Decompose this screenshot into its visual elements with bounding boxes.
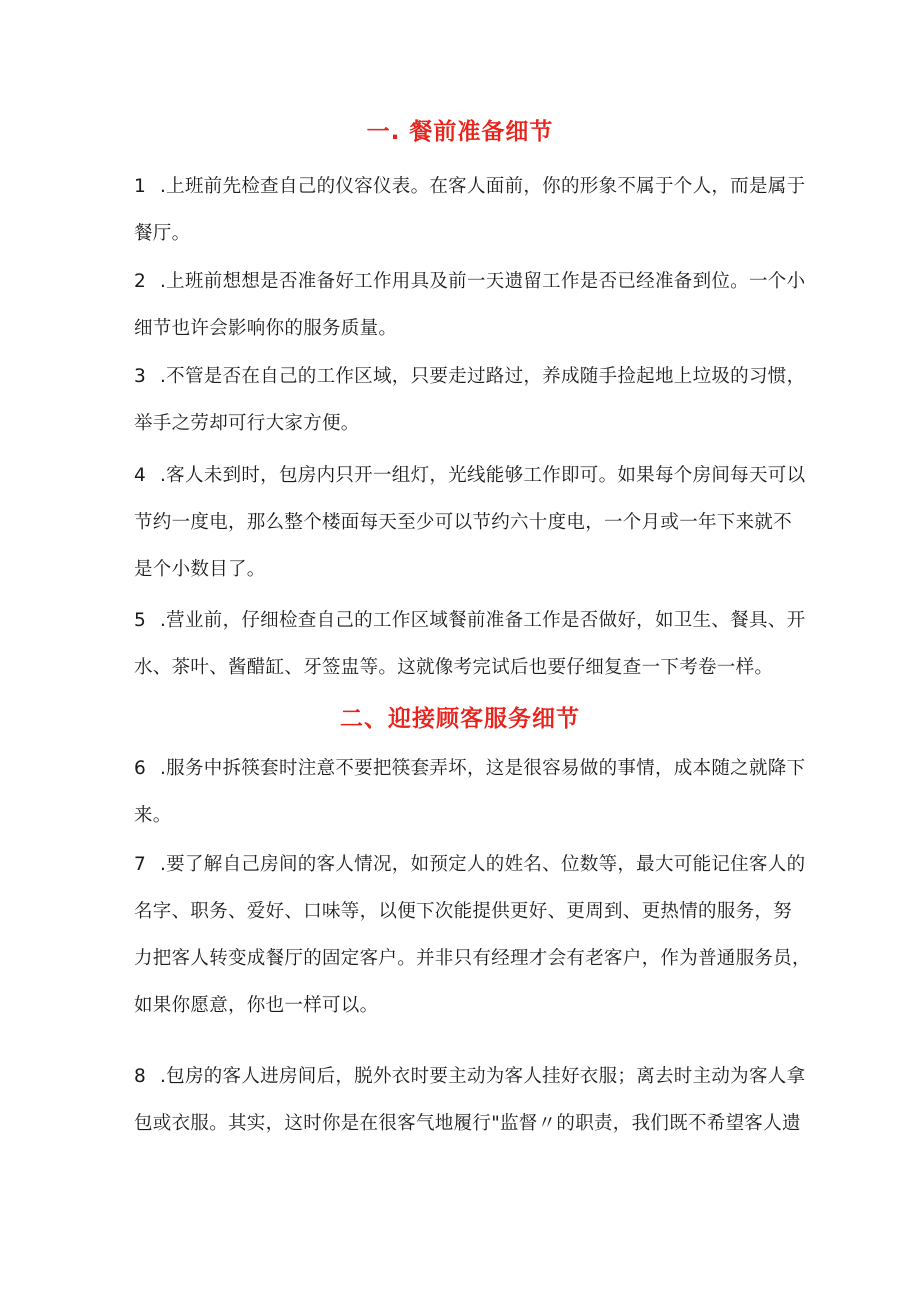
- item-7-number: 7: [134, 854, 147, 875]
- list-item-3: [134, 353, 806, 447]
- item-2-number: 2: [134, 271, 147, 292]
- item-1-text: .上班前先检查自己的仪容仪表。在客人面前，你的形象不属于个人，而是属于: [160, 176, 806, 197]
- item-7-text: .要了解自己房间的客人情况，如预定人的姓名、位数等，最大可能记住客人的: [160, 854, 806, 875]
- item-5-number: 5: [134, 610, 147, 631]
- item-4-line-2: 节约一度电，那么整个楼面每天至少可以节约六十度电，一个月或一年下来就不: [134, 512, 793, 533]
- item-7-line-4: 如果你愿意，你也一样可以。: [134, 995, 379, 1016]
- item-2-text: .上班前想想是否准备好工作用具及前一天遗留工作是否已经准备到位。一个小: [160, 271, 806, 292]
- list-item-5: [134, 597, 806, 691]
- item-5-line-2: 水、茶叶、酱醋缸、牙签盅等。这就像考完试后也要仔细复查一下考卷一样。: [134, 657, 774, 678]
- item-8-line-1: [134, 1053, 806, 1100]
- item-1-number: 1: [134, 176, 147, 197]
- list-item-4: [134, 452, 806, 593]
- item-7-line-2: 名字、职务、爱好、口味等，以便下次能提供更好、更周到、更热情的服务，努: [134, 901, 793, 922]
- item-3-line-1: [134, 353, 806, 400]
- item-1-line-2: 餐厅。: [134, 223, 191, 244]
- list-item-6: [134, 745, 806, 839]
- item-6-line-1: [134, 745, 806, 792]
- list-item-1: [134, 163, 806, 257]
- item-4-line-3: 是个小数目了。: [134, 559, 266, 580]
- section-title-greeting-service: 二、迎接顾客服务细节: [340, 706, 580, 732]
- item-3-number: 3: [134, 366, 147, 387]
- item-2-line-2: 细节也许会影响你的服务质量。: [134, 318, 398, 339]
- item-5-text: .营业前，仔细检查自己的工作区域餐前准备工作是否做好，如卫生、餐具、开: [160, 610, 806, 631]
- list-item-7: [134, 841, 811, 1029]
- list-item-2: [134, 258, 806, 352]
- item-6-number: 6: [134, 758, 147, 779]
- list-item-8: [134, 1053, 806, 1147]
- item-8-number: 8: [134, 1066, 147, 1087]
- item-1-line-1: [134, 163, 806, 210]
- item-8-text: .包房的客人进房间后，脱外衣时要主动为客人挂好衣服；离去时主动为客人拿: [160, 1066, 806, 1087]
- item-7-line-3: 力把客人转变成餐厅的固定客户。并非只有经理才会有老客户，作为普通服务员，: [134, 948, 811, 969]
- item-3-line-2: 举手之劳却可行大家方便。: [134, 413, 360, 434]
- item-2-line-1: [134, 258, 806, 305]
- item-4-number: 4: [134, 465, 147, 486]
- item-5-line-1: [134, 597, 806, 644]
- item-4-line-1: [134, 452, 806, 499]
- item-3-text: .不管是否在自己的工作区域，只要走过路过，养成随手捡起地上垃圾的习惯，: [160, 366, 806, 387]
- item-6-line-2: 来。: [134, 805, 172, 826]
- item-7-line-1: [134, 841, 806, 888]
- item-4-text: .客人未到时，包房内只开一组灯，光线能够工作即可。如果每个房间每天可以: [160, 465, 806, 486]
- item-8-line-2: 包或衣服。其实，这时你是在很客气地履行"监督〃的职责，我们既不希望客人遗: [134, 1113, 801, 1134]
- section-title-pre-meal: 一. 餐前准备细节: [366, 119, 554, 145]
- item-6-text: .服务中拆筷套时注意不要把筷套弄坏，这是很容易做的事情，成本随之就降下: [160, 758, 806, 779]
